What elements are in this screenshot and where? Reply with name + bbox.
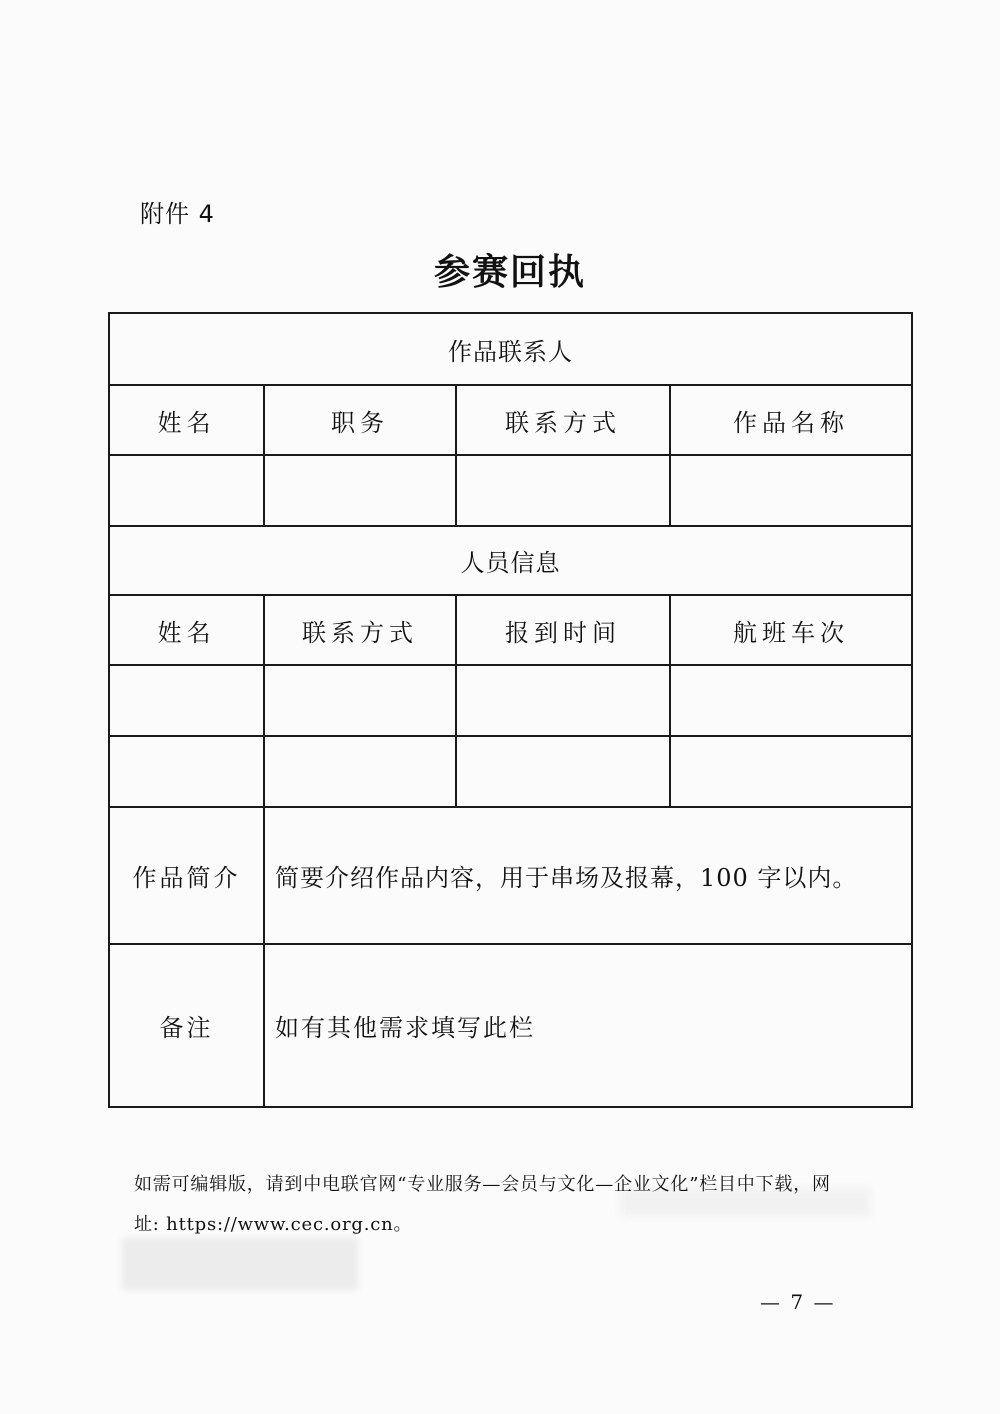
remarks-value: 如有其他需求填写此栏	[264, 944, 912, 1107]
blank-cell	[670, 455, 912, 526]
contact-col-position: 职务	[264, 385, 456, 455]
intro-row	[109, 807, 912, 944]
footer-note-line-1: 如需可编辑版，请到中电联官网“专业服务—会员与文化—企业文化”栏目中下载，网	[134, 1174, 831, 1195]
personnel-section-heading-row	[109, 526, 912, 595]
remarks-row	[109, 944, 912, 1107]
blank-cell	[109, 455, 264, 526]
scan-smudge	[122, 1238, 358, 1290]
footer-note-line-2: 址: https://www.cec.org.cn。	[134, 1214, 413, 1235]
personnel-col-name: 姓名	[109, 595, 264, 665]
blank-cell	[109, 736, 264, 807]
personnel-header-row	[109, 595, 912, 665]
blank-cell	[264, 665, 456, 736]
contact-blank-row	[109, 455, 912, 526]
page-number: — 7 —	[760, 1290, 836, 1314]
personnel-col-arrival-time: 报到时间	[456, 595, 670, 665]
entry-receipt-form	[108, 312, 913, 1108]
blank-cell	[456, 736, 670, 807]
personnel-section-heading: 人员信息	[109, 526, 912, 595]
contact-col-name: 姓名	[109, 385, 264, 455]
personnel-blank-row	[109, 665, 912, 736]
blank-cell	[670, 665, 912, 736]
blank-cell	[264, 455, 456, 526]
personnel-blank-row	[109, 736, 912, 807]
contact-section-heading: 作品联系人	[109, 313, 912, 385]
intro-value: 简要介绍作品内容，用于串场及报幕，100 字以内。	[264, 807, 912, 944]
remarks-label: 备注	[109, 944, 264, 1107]
page-title: 参赛回执	[433, 251, 586, 293]
contact-header-row	[109, 385, 912, 455]
personnel-col-flight-train: 航班车次	[670, 595, 912, 665]
attachment-label: 附件 4	[140, 200, 215, 228]
blank-cell	[670, 736, 912, 807]
blank-cell	[264, 736, 456, 807]
blank-cell	[456, 665, 670, 736]
intro-label: 作品简介	[109, 807, 264, 944]
blank-cell	[456, 455, 670, 526]
contact-section-heading-row	[109, 313, 912, 385]
personnel-col-contact-method: 联系方式	[264, 595, 456, 665]
contact-col-contact-method: 联系方式	[456, 385, 670, 455]
blank-cell	[109, 665, 264, 736]
contact-col-work-title: 作品名称	[670, 385, 912, 455]
